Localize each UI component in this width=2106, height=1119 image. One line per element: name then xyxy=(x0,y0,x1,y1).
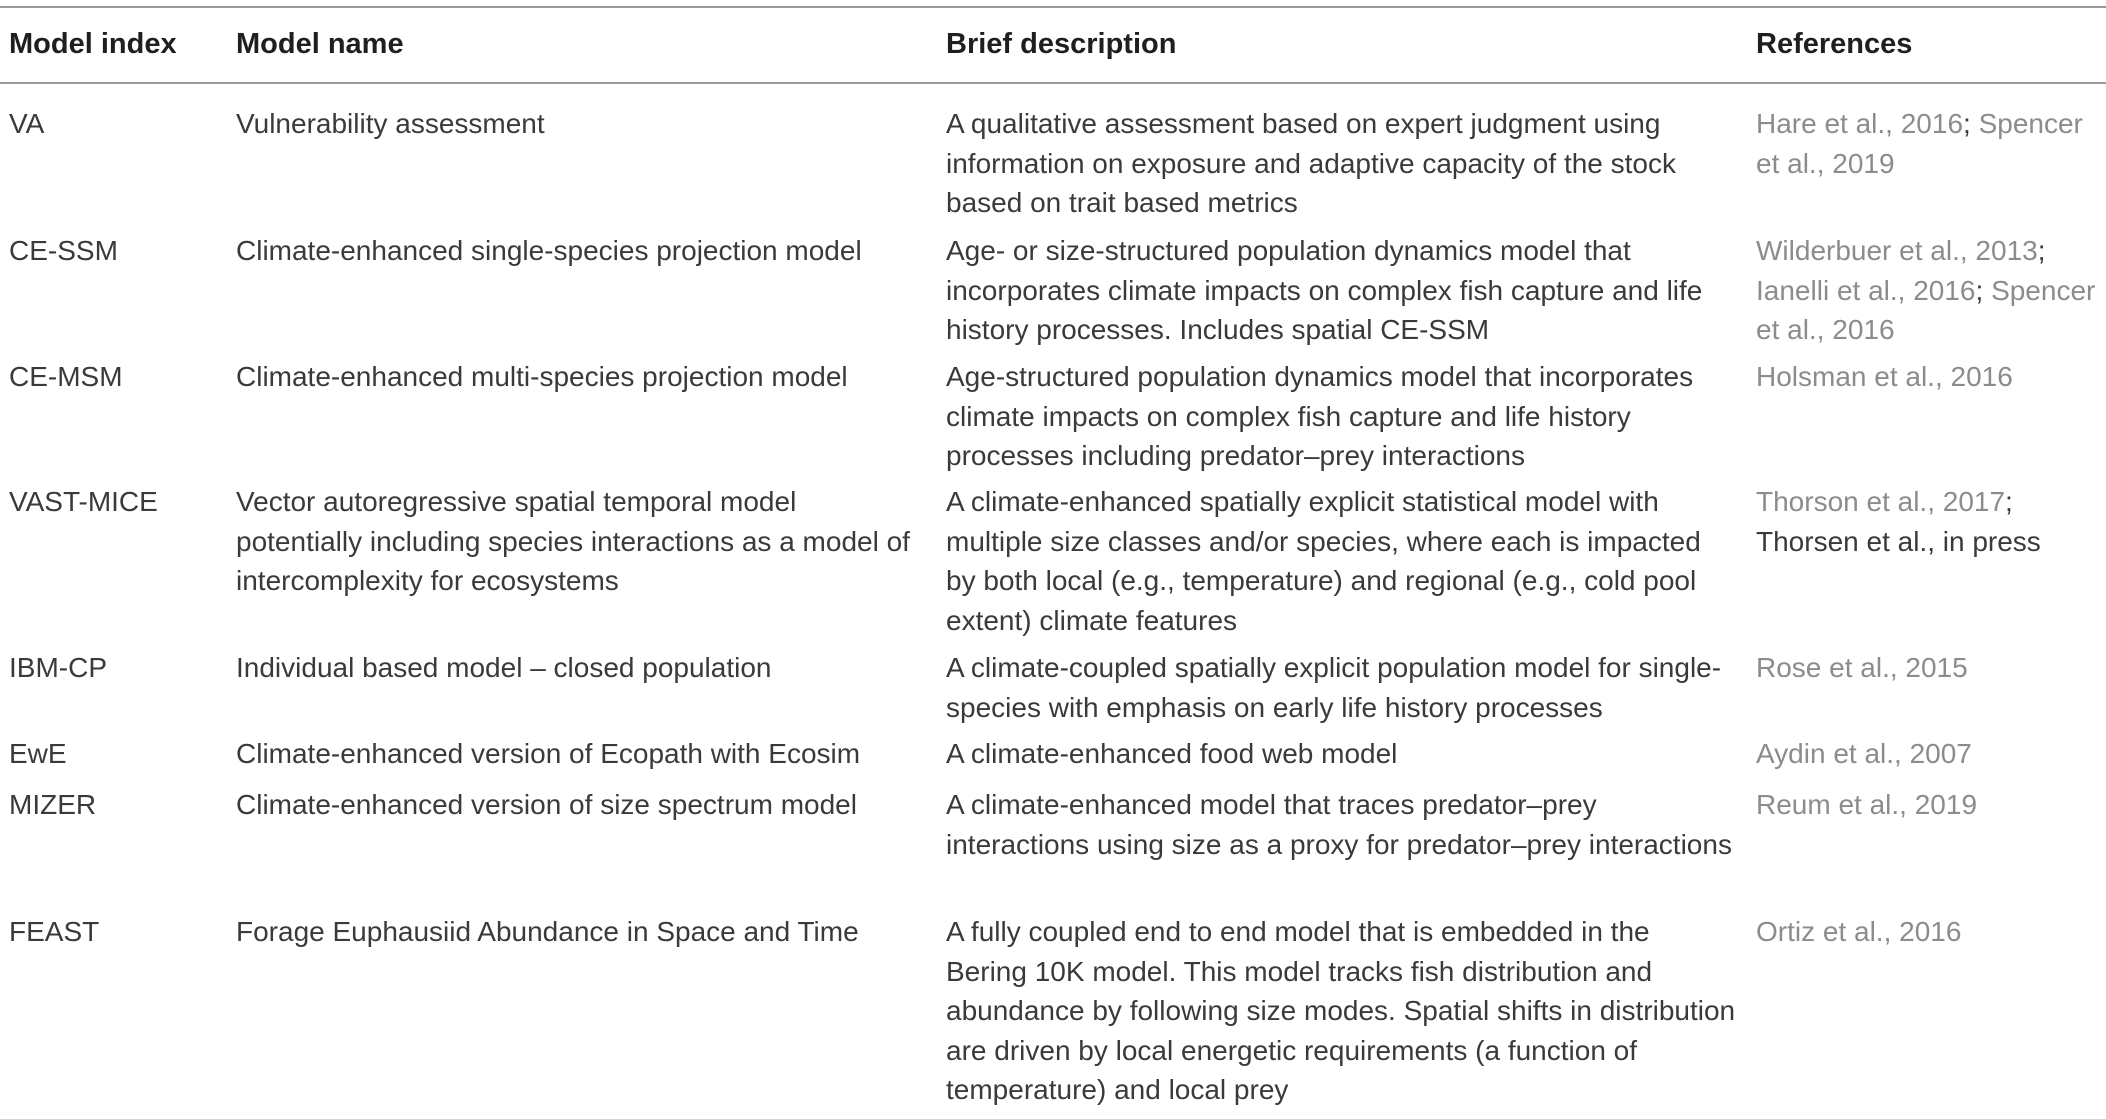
reference-separator: ; xyxy=(1975,274,1992,306)
header-references: References xyxy=(1756,28,1913,60)
reference-link[interactable]: Ortiz et al., 2016 xyxy=(1756,916,1962,947)
model-name-cell: Forage Euphausiid Abundance in Space and Time xyxy=(236,916,859,947)
description-cell: A climate-enhanced spatially explicit statistical model with multiple size classes and/or species, where each is impacted by both local (e.g., temperature) and regional (e.g., cold pool extent) climate features xyxy=(946,486,1701,636)
header-model-index: Model index xyxy=(9,28,177,60)
reference-link[interactable]: Reum et al., 2019 xyxy=(1756,789,1978,820)
model-index-cell: CE-SSM xyxy=(9,235,118,266)
table-header-row xyxy=(0,24,2106,74)
description-cell: Age- or size-structured population dynamics model that incorporates climate impacts on complex fish capture and life history processes. Includes spatial CE-SSM xyxy=(946,235,1703,346)
reference-link[interactable]: Thorson et al., 2017 xyxy=(1756,486,2006,517)
model-name-cell: Climate-enhanced version of Ecopath with Ecosim xyxy=(236,738,861,769)
reference-link[interactable]: Spencer et al., 2016 xyxy=(1756,274,2096,346)
references-cell xyxy=(1756,648,2106,688)
reference-link[interactable]: Ianelli et al., 2016 xyxy=(1756,274,1976,306)
references-cell xyxy=(1756,482,2106,561)
model-name-cell: Climate-enhanced single-species projection model xyxy=(236,235,862,266)
model-name-cell: Climate-enhanced version of size spectrum model xyxy=(236,789,857,820)
reference-link[interactable]: Aydin et al., 2007 xyxy=(1756,738,1972,769)
references-cell xyxy=(1756,785,2106,825)
model-index-cell: VAST-MICE xyxy=(9,486,158,517)
reference-link[interactable]: Holsman et al., 2016 xyxy=(1756,361,2013,392)
header-brief-description: Brief description xyxy=(946,28,1177,60)
description-cell: A qualitative assessment based on expert judgment using information on exposure and adaptive capacity of the stock based on trait based metrics xyxy=(946,108,1676,219)
description-cell: A fully coupled end to end model that is embedded in the Bering 10K model. This model tracks fish distribution and abundance by following size modes. Spatial shifts in distribution are driven by local energetic requirements (a function of temperature) and local prey xyxy=(946,916,1736,1106)
model-name-cell: Climate-enhanced multi-species projection model xyxy=(236,361,848,392)
reference-link[interactable]: Hare et al., 2016 xyxy=(1756,108,1964,139)
references-cell xyxy=(1756,231,2106,350)
header-rule xyxy=(0,82,2106,84)
model-index-cell: VA xyxy=(9,108,45,139)
header-model-name: Model name xyxy=(236,28,404,60)
references-cell xyxy=(1756,734,2106,774)
description-cell: A climate-enhanced food web model xyxy=(946,738,1398,769)
references-cell xyxy=(1756,357,2106,397)
description-cell: A climate-coupled spatially explicit population model for single-species with emphasis on early life history processes xyxy=(946,652,1722,723)
model-index-cell: CE-MSM xyxy=(9,361,123,392)
model-name-cell: Vector autoregressive spatial temporal model potentially including species interactions as a model of intercomplexity for ecosystems xyxy=(236,486,910,597)
model-index-cell: EwE xyxy=(9,738,67,769)
reference-separator: ; Thorsen et al., in press xyxy=(1756,486,2041,557)
reference-link[interactable]: Wilderbuer et al., 2013 xyxy=(1756,235,2038,266)
references-cell xyxy=(1756,912,2106,952)
model-index-cell: FEAST xyxy=(9,916,100,947)
reference-separator: ; xyxy=(2037,235,2046,266)
model-index-cell: IBM-CP xyxy=(9,652,107,683)
description-cell: Age-structured population dynamics model that incorporates climate impacts on complex fish capture and life history processes including predator–prey interactions xyxy=(946,361,1694,472)
model-name-cell: Individual based model – closed population xyxy=(236,652,772,683)
references-cell xyxy=(1756,104,2106,183)
description-cell: A climate-enhanced model that traces predator–prey interactions using size as a proxy for predator–prey interactions xyxy=(946,789,1732,860)
model-name-cell: Vulnerability assessment xyxy=(236,108,545,139)
table-top-rule xyxy=(0,6,2106,8)
reference-link[interactable]: Rose et al., 2015 xyxy=(1756,652,1968,683)
model-index-cell: MIZER xyxy=(9,789,97,820)
reference-link[interactable]: Spencer et al., 2019 xyxy=(1756,108,2083,179)
reference-separator: ; xyxy=(1963,108,1979,139)
